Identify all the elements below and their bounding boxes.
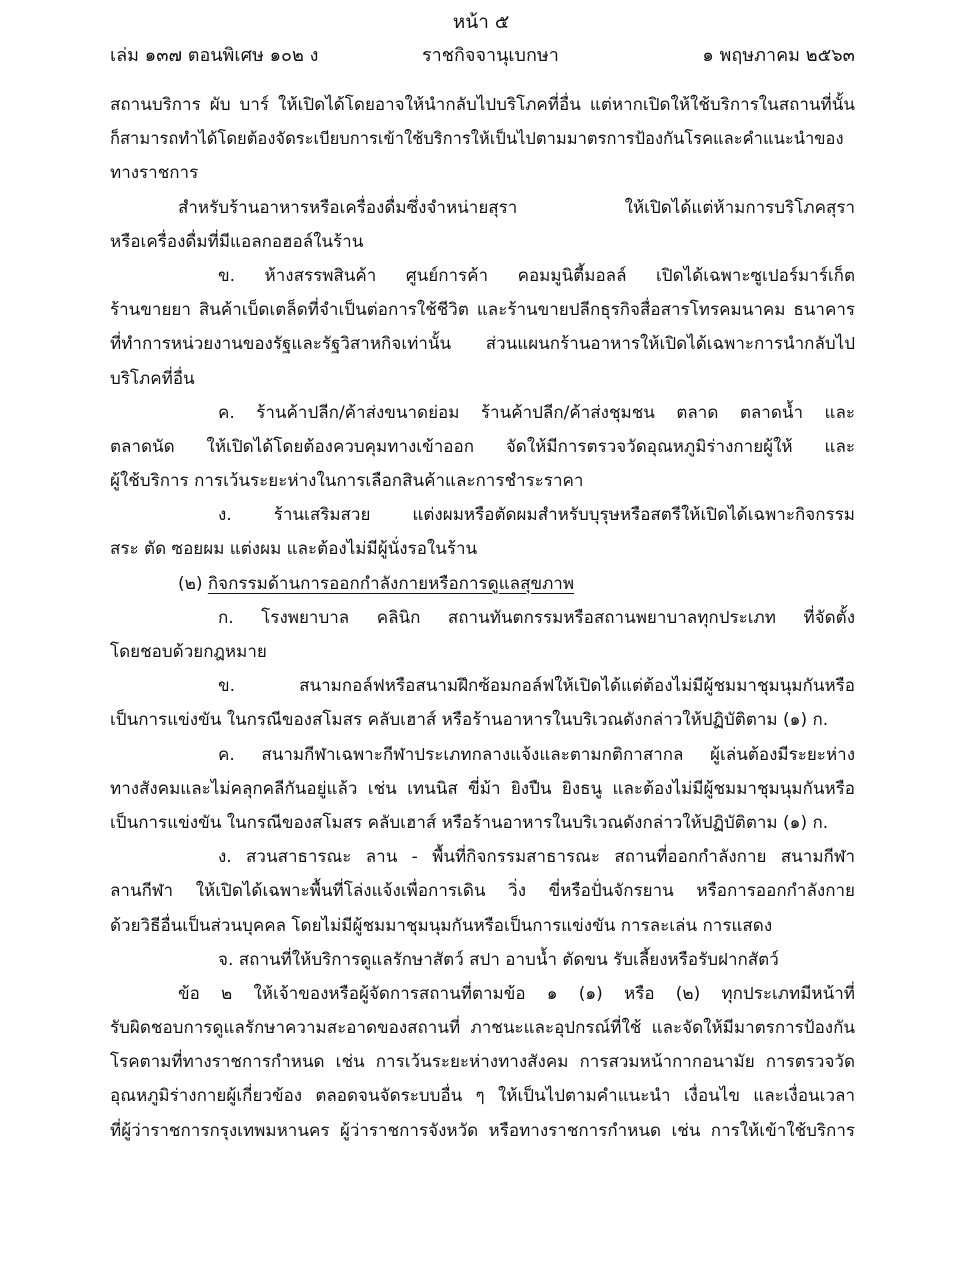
section-heading-2 — [110, 567, 855, 601]
text-line: ตลาดนัด ให้เปิดได้โดยต้องควบคุมทางเข้าออก จัดให้มีการตรวจวัดอุณหภูมิร่างกายผู้ให้ และ — [110, 436, 855, 457]
text-line: เป็นการแข่งขัน ในกรณีของสโมสร คลับเฮาส์ หรือร้านอาหารในบริเวณดังกล่าวให้ปฏิบัติตาม (๑) ก. — [110, 812, 829, 833]
section-number: (๒) — [178, 573, 208, 594]
gazette-header — [110, 42, 855, 70]
text-line: ด้วยวิธีอื่นเป็นส่วนบุคคล โดยไม่มีผู้ชมมาชุมนุมกันหรือเป็นการแข่งขัน การละเล่น การแสดง — [110, 915, 773, 936]
text-line: ก็สามารถทำได้โดยต้องจัดระเบียบการเข้าใช้บริการให้เป็นไปตามมาตรการป้องกันโรคและคำแนะนำของ — [110, 129, 844, 149]
text-line: หรือเครื่องดื่มที่มีแอลกอฮอล์ในร้าน — [110, 231, 364, 252]
text-line: โดยชอบด้วยกฎหมาย — [110, 642, 267, 662]
text-line: รับผิดชอบการดูแลรักษาความสะอาดของสถานที่ ภาชนะและอุปกรณ์ที่ใช้ และจัดให้มีมาตรการป้องกัน — [110, 1018, 855, 1039]
text-line: อุณหภูมิร่างกายผู้เกี่ยวข้อง ตลอดจนจัดระบบอื่น ๆ ให้เป็นไปตามคำแนะนำ เงื่อนไข และเงื่อนเวลา — [110, 1086, 855, 1107]
text-line: ข. ห้างสรรพสินค้า ศูนย์การค้า คอมมูนิตี้มอลล์ เปิดได้เฉพาะซูเปอร์มาร์เก็ต — [218, 265, 855, 286]
document-body — [110, 88, 855, 1148]
text-line: ง. สวนสาธารณะ ลาน - พื้นที่กิจกรรมสาธารณะ สถานที่ออกกำลังกาย สนามกีฬา — [218, 847, 855, 868]
text-line: ค. สนามกีฬาเฉพาะกีฬาประเภทกลางแจ้งและตามกติกาสากล ผู้เล่นต้องมีระยะห่าง — [218, 744, 855, 765]
section-heading-text: กิจกรรมด้านการออกกำลังกายหรือการดูแลสุขภาพ — [207, 573, 575, 594]
text-line: ทางราชการ — [110, 163, 199, 184]
text-line: ก. โรงพยาบาล คลินิก สถานทันตกรรมหรือสถานพยาบาลทุกประเภท ที่จัดตั้ง — [218, 607, 855, 628]
text-line: จ. สถานที่ให้บริการดูแลรักษาสัตว์ สปา อาบน้ำ ตัดขน รับเลี้ยงหรือรับฝากสัตว์ — [218, 949, 779, 970]
text-line: ที่ทำการหน่วยงานของรัฐและรัฐวิสาหกิจเท่านั้น ส่วนแผนกร้านอาหารให้เปิดได้เฉพาะการนำกลับไป — [110, 334, 855, 355]
text-line: บริโภคที่อื่น — [110, 368, 195, 389]
publication-date: ๑ พฤษภาคม ๒๕๖๓ — [702, 45, 855, 66]
text-line: ทางสังคมและไม่คลุกคลีกันอยู่แล้ว เช่น เทนนิส ขี่ม้า ยิงปืน ยิงธนู และต้องไม่มีผู้ชมมาชุมนุมกันหรือ — [110, 778, 855, 799]
text-line: ข้อ ๒ ให้เจ้าของหรือผู้จัดการสถานที่ตามข้อ ๑ (๑) หรือ (๒) ทุกประเภทมีหน้าที่ — [178, 983, 855, 1004]
text-line: สระ ตัด ซอยผม แต่งผม และต้องไม่มีผู้นั่งรอในร้าน — [110, 539, 478, 560]
text-line: สำหรับร้านอาหารหรือเครื่องดื่มซึ่งจำหน่ายสุรา ให้เปิดได้แต่ห้ามการบริโภคสุรา — [178, 197, 855, 218]
text-line: ค. ร้านค้าปลีก/ค้าส่งขนาดย่อม ร้านค้าปลีก/ค้าส่งชุมชน ตลาด ตลาดน้ำ และ — [218, 402, 855, 423]
volume-info: เล่ม ๑๓๗ ตอนพิเศษ ๑๐๒ ง — [110, 45, 319, 66]
text-line: ลานกีฬา ให้เปิดได้เฉพาะพื้นที่โล่งแจ้งเพื่อการเดิน วิ่ง ขี่หรือปั่นจักรยาน หรือการออกกำลังกาย — [110, 881, 855, 902]
publication-name: ราชกิจจานุเบกษา — [422, 45, 559, 66]
text-line: ที่ผู้ว่าราชการกรุงเทพมหานคร ผู้ว่าราชการจังหวัด หรือทางราชการกำหนด เช่น การให้เข้าใช้บริการ — [110, 1120, 855, 1141]
text-line: ง. ร้านเสริมสวย แต่งผมหรือตัดผมสำหรับบุรุษหรือสตรีให้เปิดได้เฉพาะกิจกรรม — [218, 505, 855, 526]
text-line: ผู้ใช้บริการ การเว้นระยะห่างในการเลือกสินค้าและการชำระราคา — [110, 471, 584, 492]
text-line: ข. สนามกอล์ฟหรือสนามฝึกซ้อมกอล์ฟให้เปิดได้แต่ต้องไม่มีผู้ชมมาชุมนุมกันหรือ — [218, 676, 855, 697]
text-line: โรคตามที่ทางราชการกำหนด เช่น การเว้นระยะห่างทางสังคม การสวมหน้ากากอนามัย การตรวจวัด — [110, 1052, 855, 1073]
page-number: หน้า ๕ — [452, 11, 510, 33]
text-line: เป็นการแข่งขัน ในกรณีของสโมสร คลับเฮาส์ หรือร้านอาหารในบริเวณดังกล่าวให้ปฏิบัติตาม (๑) ก. — [110, 710, 829, 731]
text-line: ร้านขายยา สินค้าเบ็ดเตล็ดที่จำเป็นต่อการใช้ชีวิต และร้านขายปลีกธุรกิจสื่อสารโทรคมนาคม ธนาคาร — [110, 300, 855, 321]
text-line: สถานบริการ ผับ บาร์ ให้เปิดได้โดยอาจให้นำกลับไปบริโภคที่อื่น แต่หากเปิดให้ใช้บริการในสถานที่นั้น — [110, 95, 855, 115]
